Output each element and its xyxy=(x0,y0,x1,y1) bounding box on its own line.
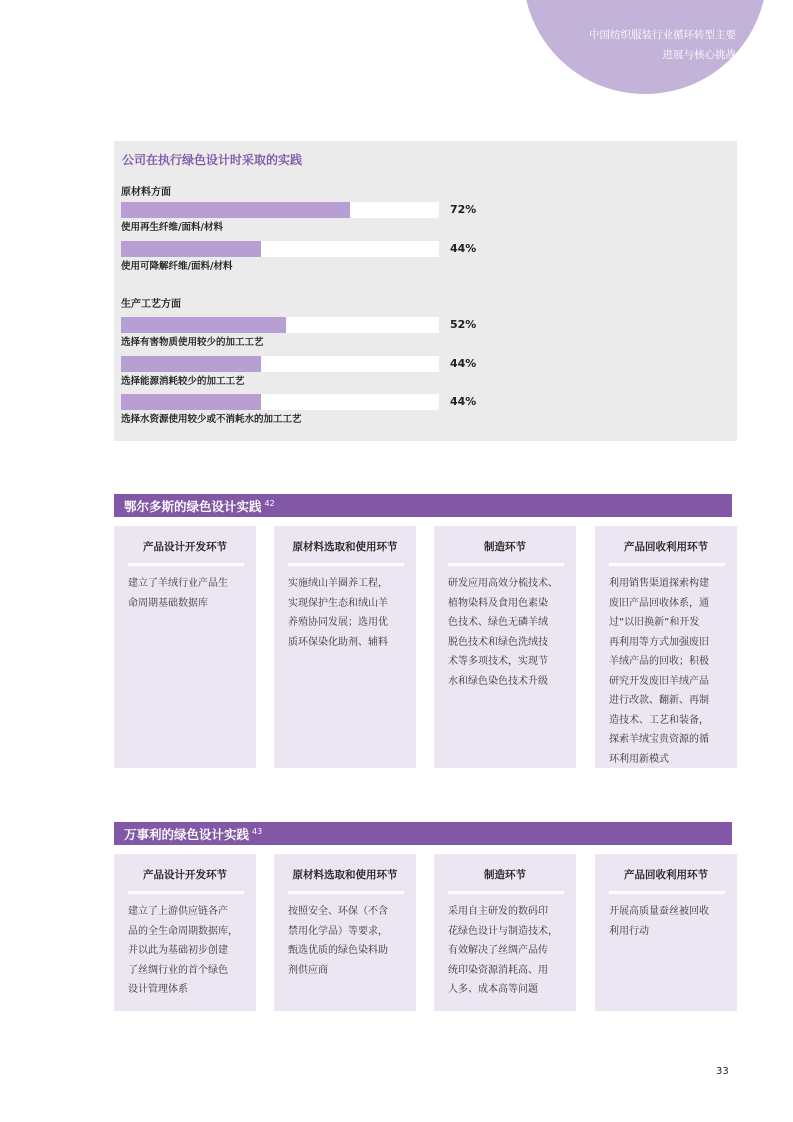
card-line: 脱色技术和绿色洗绒技 xyxy=(448,636,548,648)
card-line: 并以此为基础初步创建 xyxy=(128,945,228,956)
footnote-ref: 43 xyxy=(252,826,263,836)
card-line: 水和绿色染色技术升级 xyxy=(448,675,548,687)
card-design xyxy=(114,854,256,1011)
card-divider xyxy=(128,891,244,894)
card-body xyxy=(128,574,244,613)
bar-fill xyxy=(121,202,350,218)
running-header xyxy=(589,25,736,65)
card-line: 实施绒山羊圈养工程， xyxy=(288,578,388,589)
card-line: 术等多项技术，实现节 xyxy=(448,656,548,667)
card-line: 探索羊绒宝贵资源的循 xyxy=(609,734,709,745)
page-number: 33 xyxy=(716,1066,729,1077)
card-line: 再利用等方式加强废旧 xyxy=(609,636,709,648)
bar-track xyxy=(121,241,439,257)
card-heading: 产品设计开发环节 xyxy=(143,869,227,881)
card-materials xyxy=(274,854,416,1011)
card-line: 造技术、工艺和装备， xyxy=(609,714,709,726)
card-heading: 原材料选取和使用环节 xyxy=(292,541,398,553)
card-divider xyxy=(448,563,564,566)
card-divider xyxy=(448,891,564,894)
card-line: 色技术、绿色无磷羊绒 xyxy=(448,617,548,628)
card-line: 禁用化学品）等要求， xyxy=(288,925,388,937)
card-recycling xyxy=(595,526,737,768)
card-heading: 产品设计开发环节 xyxy=(143,541,227,553)
card-body xyxy=(448,902,564,1000)
card-line: 开展高质量蚕丝被回收 xyxy=(609,906,709,917)
card-line: 进行改款、翻新、再制 xyxy=(609,695,709,706)
card-line: 建立了上游供应链各产 xyxy=(128,906,228,917)
bar-value: 72% xyxy=(450,203,477,216)
card-line: 花绿色设计与制造技术， xyxy=(448,925,558,937)
bar-track xyxy=(121,317,439,333)
running-header-line1: 中国纺织服装行业循环转型主要 xyxy=(589,29,736,41)
card-divider xyxy=(288,563,404,566)
footnote-ref: 42 xyxy=(264,498,275,508)
card-line: 建立了羊绒行业产品生 xyxy=(128,578,228,589)
card-line: 剂供应商 xyxy=(288,964,328,976)
card-body xyxy=(128,902,244,1000)
card-recycling xyxy=(595,854,737,1011)
bar-label: 使用可降解纤维/面料/材料 xyxy=(121,261,233,272)
card-line: 按照安全、环保（不含 xyxy=(288,906,388,917)
card-line: 废旧产品回收体系，通 xyxy=(609,597,709,609)
chart-title: 公司在执行绿色设计时采取的实践 xyxy=(122,153,303,167)
card-line: 命周期基础数据库 xyxy=(128,597,208,609)
card-divider xyxy=(288,891,404,894)
bar-label: 选择能源消耗较少的加工工艺 xyxy=(121,376,245,387)
card-heading: 产品回收利用环节 xyxy=(624,541,708,553)
card-line: 统印染资源消耗高、用 xyxy=(448,964,548,976)
bar-label: 选择有害物质使用较少的加工工艺 xyxy=(121,337,264,348)
bar-value: 44% xyxy=(450,357,477,370)
card-line: 品的全生命周期数据库， xyxy=(128,925,238,937)
group-label-process: 生产工艺方面 xyxy=(121,299,181,310)
bar-fill xyxy=(121,356,261,372)
card-line: 了丝绸行业的首个绿色 xyxy=(128,964,228,976)
card-line: 采用自主研发的数码印 xyxy=(448,906,548,917)
card-manufacturing xyxy=(434,526,576,768)
card-body xyxy=(609,902,725,941)
card-line: 过“以旧换新”和开发 xyxy=(609,617,700,628)
card-line: 甄选优质的绿色染料助 xyxy=(288,945,388,956)
card-body xyxy=(288,902,404,980)
card-body xyxy=(288,574,404,652)
bar-fill xyxy=(121,394,261,410)
bar-track xyxy=(121,394,439,410)
card-line: 设计管理体系 xyxy=(128,984,188,995)
card-divider xyxy=(609,891,725,894)
bar-value: 44% xyxy=(450,395,477,408)
bar-label: 使用再生纤维/面料/材料 xyxy=(121,222,223,233)
card-line: 研究开发废旧羊绒产品 xyxy=(609,675,709,687)
card-body xyxy=(448,574,564,691)
card-line: 利用行动 xyxy=(609,925,649,937)
card-manufacturing xyxy=(434,854,576,1011)
bar-value: 52% xyxy=(450,318,477,331)
card-materials xyxy=(274,526,416,768)
card-heading: 产品回收利用环节 xyxy=(624,869,708,881)
card-line: 植物染料及食用色素染 xyxy=(448,597,548,609)
section-header-ordos xyxy=(114,494,732,517)
card-line: 利用销售渠道探索构建 xyxy=(609,578,709,589)
running-header-line2: 进展与核心挑战 xyxy=(662,49,736,61)
card-line: 羊绒产品的回收；积极 xyxy=(609,656,709,667)
bar-label: 选择水资源使用较少或不消耗水的加工工艺 xyxy=(121,414,302,425)
card-line: 研发应用高效分梳技术、 xyxy=(448,578,558,589)
card-divider xyxy=(128,563,244,566)
card-design xyxy=(114,526,256,768)
card-heading: 制造环节 xyxy=(484,541,526,553)
bar-fill xyxy=(121,241,261,257)
card-line: 养殖协同发展；选用优 xyxy=(288,617,388,628)
section-header-wensli xyxy=(114,822,732,845)
section-title: 鄂尔多斯的绿色设计实践 xyxy=(124,499,262,514)
card-body xyxy=(609,574,725,769)
card-line: 有效解决了丝绸产品传 xyxy=(448,945,548,956)
bar-track xyxy=(121,202,439,218)
chart-panel xyxy=(114,141,737,441)
bar-value: 44% xyxy=(450,242,477,255)
card-line: 实现保护生态和绒山羊 xyxy=(288,597,388,609)
card-divider xyxy=(609,563,725,566)
card-line: 质环保染化助剂、辅料 xyxy=(288,636,388,648)
bar-fill xyxy=(121,317,286,333)
card-line: 人多、成本高等问题 xyxy=(448,984,538,995)
card-line: 环利用新模式 xyxy=(609,753,669,765)
bar-track xyxy=(121,356,439,372)
group-label-materials: 原材料方面 xyxy=(121,187,171,198)
card-heading: 原材料选取和使用环节 xyxy=(292,869,398,881)
card-heading: 制造环节 xyxy=(484,869,526,881)
section-title: 万事利的绿色设计实践 xyxy=(124,827,250,842)
